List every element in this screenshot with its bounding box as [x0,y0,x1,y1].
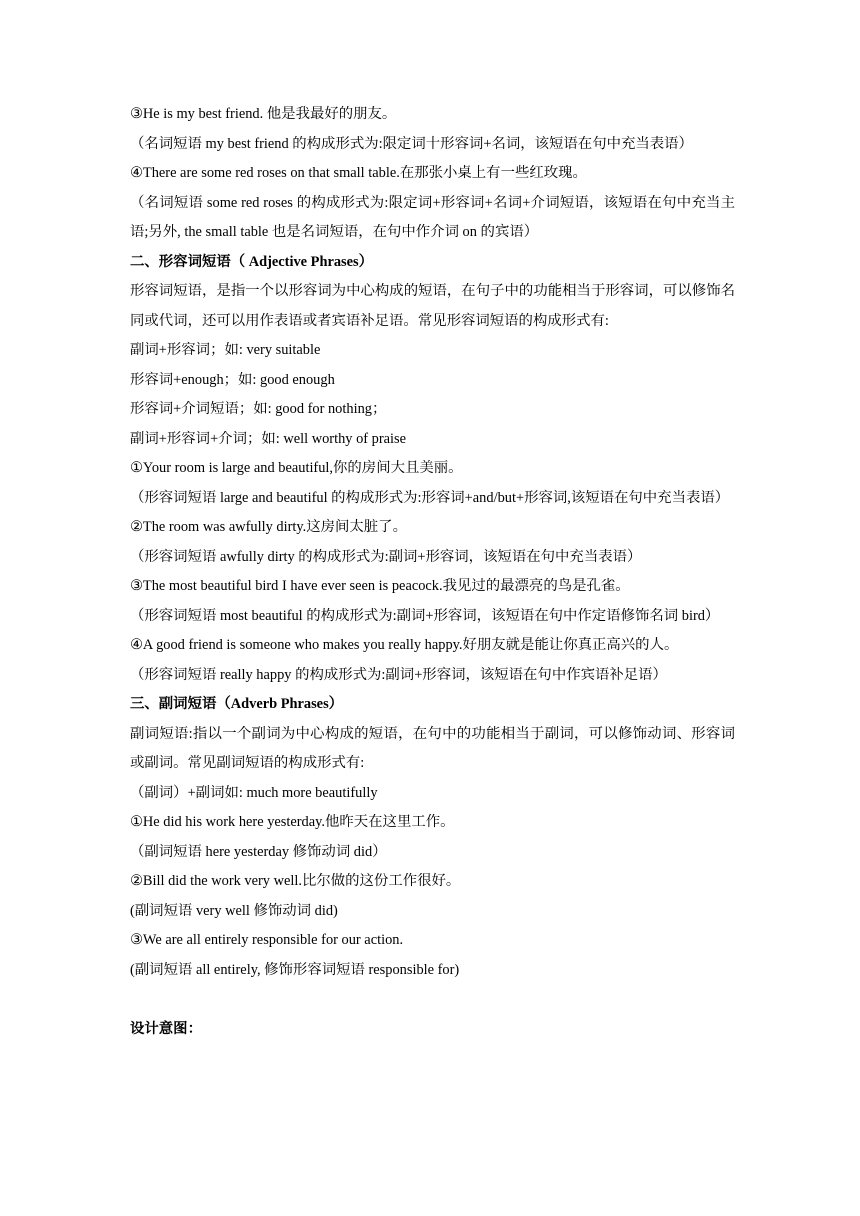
section-heading-adverb: 三、副词短语（Adverb Phrases） [130,696,344,712]
example-note: （副词短语 here yesterday 修饰动词 did） [130,843,387,860]
document-page [130,100,735,1044]
pattern-item: （副词）+副词如: much more beautifully [130,784,378,801]
pattern-item: 形容词+介词短语；如: good for nothing； [130,401,387,417]
example-note: （形容词短语 awfully dirty 的构成形式为:副词+形容词，该短语在句中充当表语） [130,548,642,565]
pattern-item: 形容词+enough；如: good enough [130,371,335,388]
example-note: (副词短语 all entirely, 修饰形容词短语 responsible for) [130,961,460,978]
section-heading-adjective: 二、形容词短语（ Adjective Phrases） [130,253,374,270]
example-sentence: ③We are all entirely responsible for our action. [130,932,404,948]
example-note: (副词短语 very well 修饰动词 did) [130,902,338,919]
blank-line [130,985,735,1015]
pattern-item: 副词+形容词+介词；如: well worthy of praise [130,430,407,447]
example-sentence: ④There are some red roses on that small table.在那张小桌上有一些红玫瑰。 [130,165,587,181]
pattern-item: 副词+形容词；如: very suitable [130,342,321,358]
section-heading-design-intent: 设计意图： [130,1020,202,1037]
example-note: （形容词短语 really happy 的构成形式为:副词+形容词，该短语在句中作宾语补足语） [130,666,667,683]
example-sentence: ④A good friend is someone who makes you really happy.好朋友就是能让你真正高兴的人。 [130,637,679,653]
example-sentence: ①He did his work here yesterday.他昨天在这里工作。 [130,814,455,830]
example-sentence: ③The most beautiful bird I have ever seen is peacock.我见过的最漂亮的鸟是孔雀。 [130,578,630,594]
example-sentence: ②The room was awfully dirty.这房间太脏了。 [130,519,407,535]
example-sentence: ①Your room is large and beautiful,你的房间大且美丽。 [130,460,463,476]
example-sentence: ②Bill did the work very well.比尔做的这份工作很好。 [130,873,461,889]
section-intro-adverb: 副词短语:指以一个副词为中心构成的短语，在句中的功能相当于副词，可以修饰动词、形容词或副词。常见副词短语的构成形式有: [130,725,735,771]
example-note: （名词短语 some red roses 的构成形式为:限定词+形容词+名词+介词短语，该短语在句中充当主语;另外, the small table 也是名词短语，在句中作介词 on 的宾语） [130,194,735,240]
example-note: （形容词短语 most beautiful 的构成形式为:副词+形容词，该短语在句中作定语修饰名词 bird） [130,607,720,624]
example-sentence: ③He is my best friend. 他是我最好的朋友。 [130,106,397,122]
example-note: （形容词短语 large and beautiful 的构成形式为:形容词+and/but+形容词,该短语在句中充当表语） [130,489,730,506]
example-note: （名词短语 my best friend 的构成形式为:限定词十形容词+名词，该短语在句中充当表语） [130,135,693,152]
section-intro-adjective: 形容词短语，是指一个以形容词为中心构成的短语，在句子中的功能相当于形容词，可以修饰名同或代词，还可以用作表语或者宾语补足语。常见形容词短语的构成形式有: [130,283,735,329]
